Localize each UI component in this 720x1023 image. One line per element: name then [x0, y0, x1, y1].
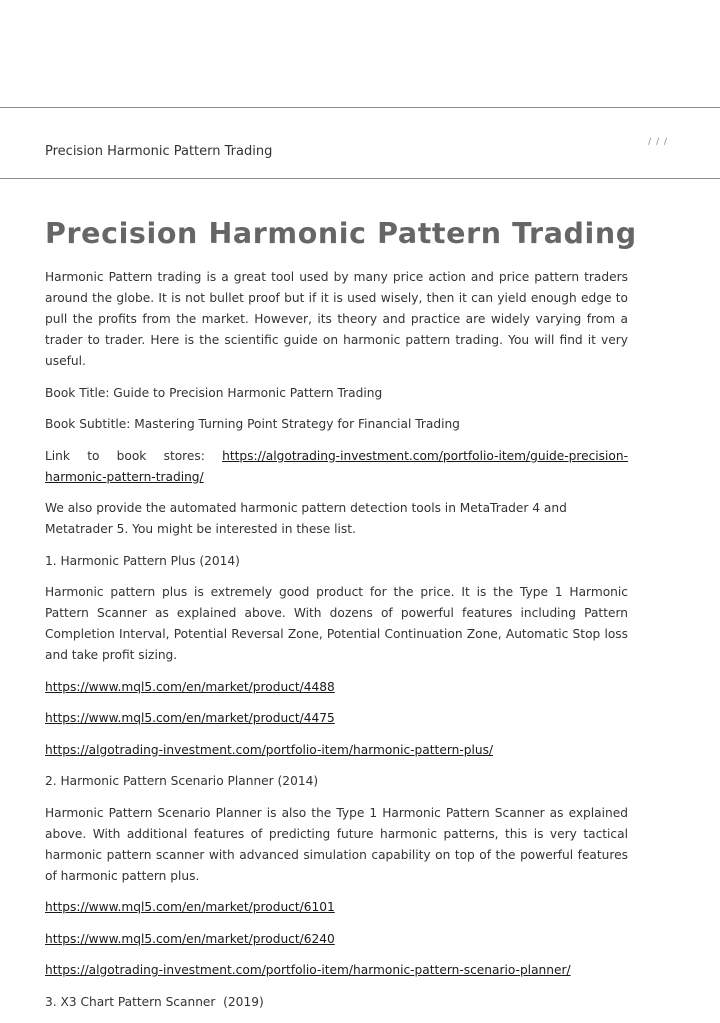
product-2-link-2[interactable]: https://www.mql5.com/en/market/product/6240 — [45, 931, 335, 946]
product-2-link-3[interactable]: https://algotrading-investment.com/portfolio-item/harmonic-pattern-scenario-planner/ — [45, 963, 571, 977]
product-2-link-1-row — [45, 897, 628, 918]
product-1-link-1-row — [45, 677, 628, 698]
article-title: Precision Harmonic Pattern Trading — [45, 217, 637, 250]
product-2-link-3-row — [45, 960, 628, 981]
product-3-heading: 3. X3 Chart Pattern Scanner (2019) — [45, 994, 264, 1009]
header-top-divider — [0, 107, 720, 108]
product-1-link-2[interactable]: https://www.mql5.com/en/market/product/4475 — [45, 711, 335, 725]
product-1-link-1[interactable]: https://www.mql5.com/en/market/product/4488 — [45, 679, 335, 694]
product-2-link-1[interactable]: https://www.mql5.com/en/market/product/6101 — [45, 900, 335, 914]
book-store-link-label: Link to book stores: — [45, 448, 223, 463]
book-title-line: Book Title: Guide to Precision Harmonic Pattern Trading — [45, 385, 383, 400]
product-1-link-3-row — [45, 740, 628, 761]
intro-paragraph: Harmonic Pattern trading is a great tool used by many price action and price pattern traders around the globe. It is not bullet proof but if it is used wisely, then it can yield enough edge to pull the profits from the market. However, its theory and practice are widely varying from a trader to trader. Here is the scientific guide on harmonic pattern trading. You will find it very useful. — [45, 270, 628, 368]
book-store-link[interactable]: https://algotrading-investment.com/portfolio-item/guide-precision-harmonic-pattern-trading/ — [45, 448, 628, 484]
tools-intro-paragraph: We also provide the automated harmonic pattern detection tools in MetaTrader 4 and Metatrader 5. You might be interested in these list. — [45, 501, 567, 536]
product-1-heading: 1. Harmonic Pattern Plus (2014) — [45, 553, 240, 568]
article-body — [45, 214, 637, 1023]
book-store-link-paragraph — [45, 446, 628, 488]
product-1-description: Harmonic pattern plus is extremely good product for the price. It is the Type 1 Harmonic Pattern Scanner as explained above. With dozens of powerful features including Pattern Completion Interval, Potential Reversal Zone, Potential Continuation Zone, Automatic Stop loss and take profit sizing. — [45, 585, 628, 662]
product-1-link-2-row — [45, 708, 628, 729]
product-2-description: Harmonic Pattern Scenario Planner is also the Type 1 Harmonic Pattern Scanner as explained above. With additional features of predicting future harmonic patterns, this is very tactical harmonic pattern scanner with advanced simulation capability on top of the powerful features of harmonic pattern plus. — [45, 805, 628, 883]
page-mark: / / / — [648, 137, 668, 147]
site-header-title: Precision Harmonic Pattern Trading — [45, 144, 273, 159]
product-2-link-2-row — [45, 929, 628, 950]
header-bottom-divider — [0, 178, 720, 179]
product-2-heading: 2. Harmonic Pattern Scenario Planner (2014) — [45, 774, 319, 788]
book-subtitle-line: Book Subtitle: Mastering Turning Point Strategy for Financial Trading — [45, 417, 460, 431]
product-1-link-3[interactable]: https://algotrading-investment.com/portfolio-item/harmonic-pattern-plus/ — [45, 742, 494, 757]
